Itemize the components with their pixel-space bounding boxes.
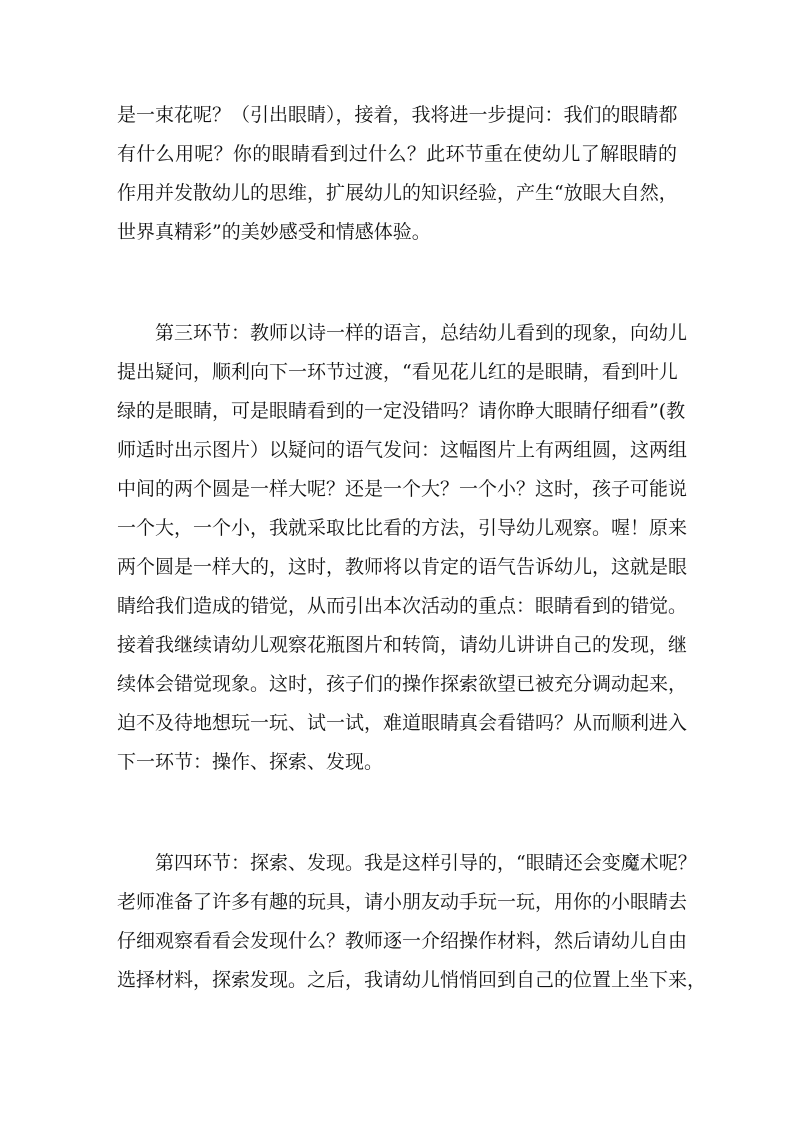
text-line: 有什么用呢？你的眼睛看到过什么？此环节重在使幼儿了解眼睛的 — [117, 143, 677, 165]
text-line: 师适时出示图片）以疑问的语气发问：这幅图片上有两组圆，这两组 — [117, 439, 688, 461]
text-line: 是一束花呢？（引出眼睛），接着，我将进一步提问：我们的眼睛都 — [117, 104, 678, 126]
text-line: 世界真精彩”的美妙感受和情感体验。 — [117, 221, 431, 243]
text-line: 中间的两个圆是一样大呢？还是一个大？一个小？这时，孩子可能说 — [117, 478, 688, 500]
paragraph-spacer — [117, 252, 677, 314]
text-line: 一个大，一个小，我就采取比比看的方法，引导幼儿观察。喔！原来 — [117, 517, 688, 539]
paragraph-step-three — [117, 314, 688, 782]
text-line: 睛给我们造成的错觉，从而引出本次活动的重点：眼睛看到的错觉。 — [117, 595, 688, 617]
text-line: 接着我继续请幼儿观察花瓶图片和转筒，请幼儿讲讲自己的发现，继 — [117, 634, 688, 656]
text-line: 绿的是眼睛，可是眼睛看到的一定没错吗？请你睁大眼睛仔细看”(教 — [117, 400, 686, 422]
text-line: 选择材料，探索发现。之后，我请幼儿悄悄回到自己的位置上坐下来， — [117, 969, 707, 991]
text-line: 提出疑问，顺利向下一环节过渡，“看见花儿红的是眼睛，看到叶儿 — [117, 361, 678, 383]
text-line: 老师准备了许多有趣的玩具，请小朋友动手玩一玩，用你的小眼睛去 — [117, 891, 688, 913]
paragraph-step-four — [117, 844, 707, 1000]
text-line: 下一环节：操作、探索、发现。 — [117, 751, 384, 773]
paragraph-intro-continuation — [117, 96, 677, 252]
text-line: 仔细观察看看会发现什么？教师逐一介绍操作材料，然后请幼儿自由 — [117, 930, 688, 952]
document-body — [117, 96, 707, 1000]
text-line: 第三环节：教师以诗一样的语言，总结幼儿看到的现象，向幼儿 — [117, 322, 688, 344]
text-line: 迫不及待地想玩一玩、试一试，难道眼睛真会看错吗？从而顺利进入 — [117, 712, 688, 734]
paragraph-spacer — [117, 782, 677, 844]
text-line: 第四环节：探索、发现。我是这样引导的，“眼睛还会变魔术呢？ — [117, 852, 697, 874]
text-line: 作用并发散幼儿的思维，扩展幼儿的知识经验，产生“放眼大自然， — [117, 182, 678, 204]
text-line: 两个圆是一样大的，这时，教师将以肯定的语气告诉幼儿，这就是眼 — [117, 556, 688, 578]
text-line: 续体会错觉现象。这时，孩子们的操作探索欲望已被充分调动起来， — [117, 673, 688, 695]
